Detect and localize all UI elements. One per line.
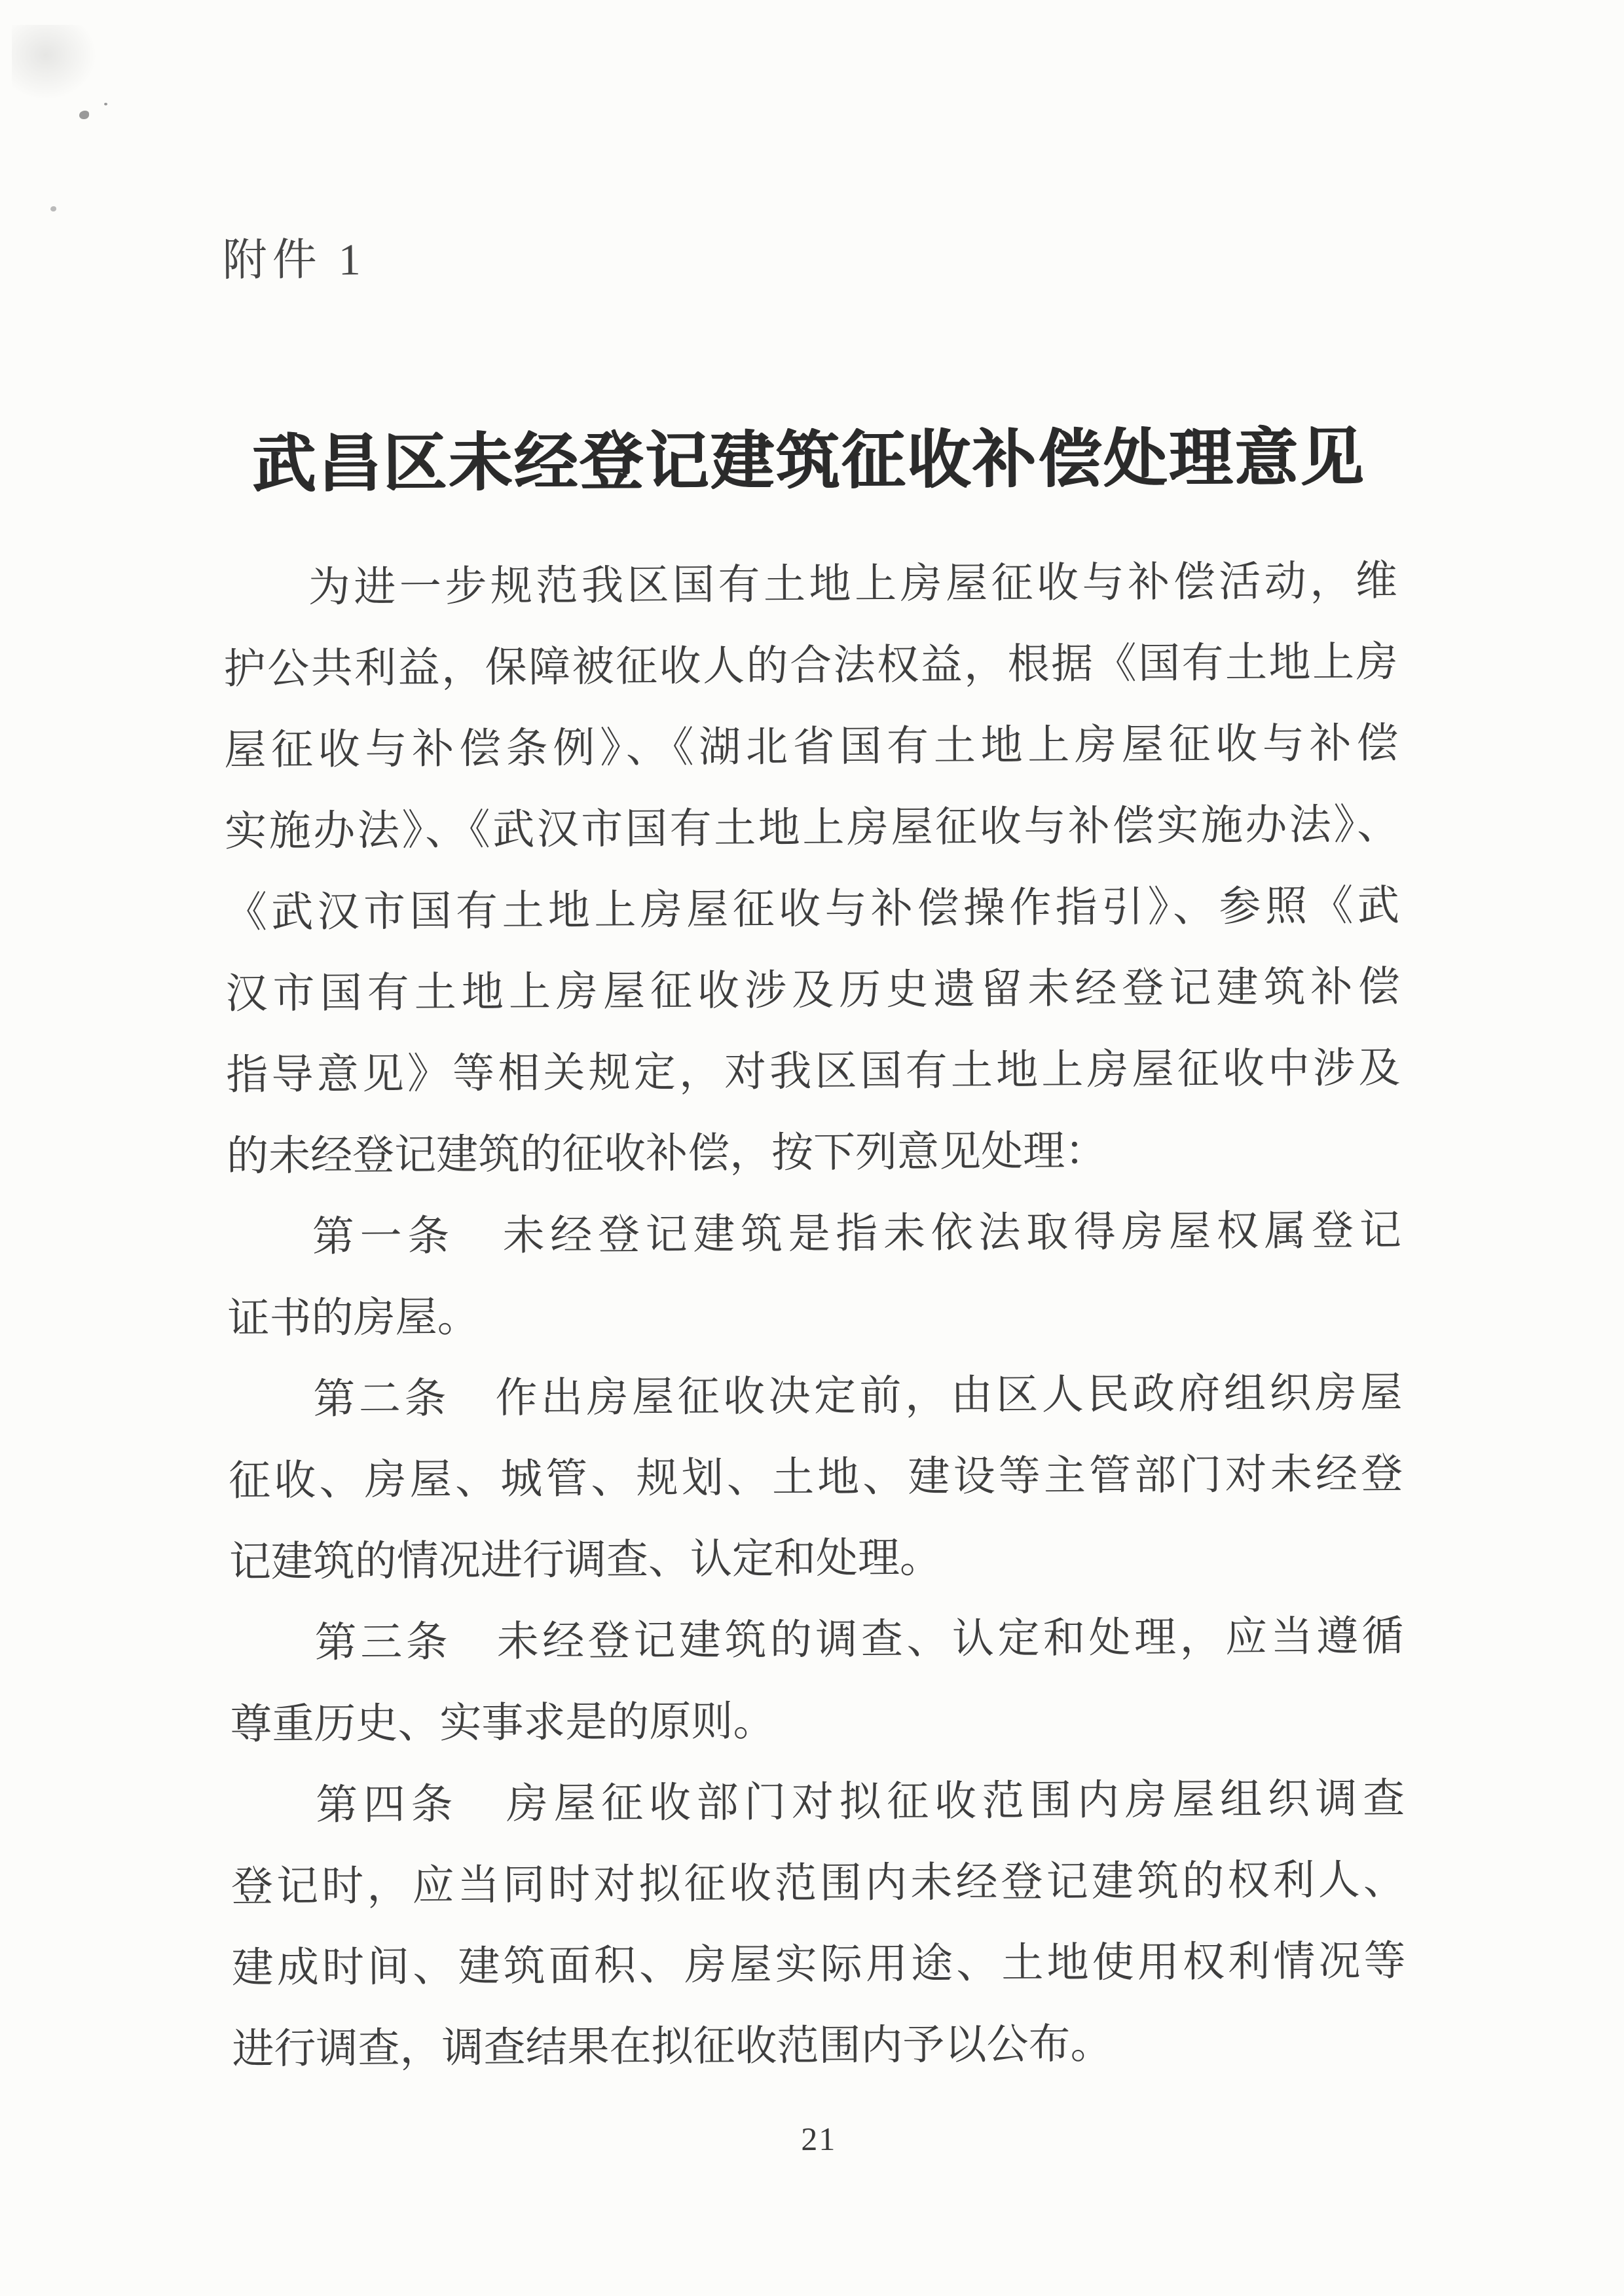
- body-line: 为进一步规范我区国有土地上房屋征收与补偿活动，维: [308, 557, 1398, 611]
- body-line: 进行调查，调查结果在拟征收范围内予以公布。: [232, 2020, 1113, 2073]
- body-line: 第二条 作出房屋征收决定前，由区人民政府组织房屋: [313, 1369, 1403, 1423]
- body-line: 建成时间、建筑面积、房屋实际用途、土地使用权利情况等: [231, 1937, 1406, 1992]
- page-number: 21: [801, 2120, 837, 2158]
- body-line: 护公共利益，保障被征收人的合法权益，根据《国有土地上房: [223, 638, 1398, 693]
- body-line: 第三条 未经登记建筑的调查、认定和处理，应当遵循: [314, 1613, 1404, 1666]
- body-line: 屋征收与补偿条例》、《湖北省国有土地上房屋征收与补偿: [224, 720, 1399, 774]
- document-body: [223, 541, 1406, 2090]
- body-line: 尊重历史、实事求是的原则。: [230, 1698, 775, 1748]
- body-line: 记建筑的情况进行调查、认定和处理。: [229, 1534, 942, 1586]
- body-line: 指导意见》等相关规定，对我区国有土地上房屋征收中涉及: [226, 1044, 1401, 1099]
- body-line: 第四条 房屋征收部门对拟征收范围内房屋组织调查: [315, 1775, 1405, 1829]
- document-title: 武昌区未经登记建筑征收补偿处理意见: [251, 422, 1365, 500]
- body-line: 的未经登记建筑的征收补偿，按下列意见处理：: [226, 1127, 1107, 1180]
- body-line: 第一条 未经登记建筑是指未依法取得房屋权属登记: [312, 1207, 1402, 1260]
- body-line: 登记时，应当同时对拟征收范围内未经登记建筑的权利人、: [231, 1856, 1406, 1910]
- body-line: 征收、房屋、城管、规划、土地、建设等主管部门对未经登: [228, 1450, 1403, 1504]
- body-line: 汉市国有土地上房屋征收涉及历史遗留未经登记建筑补偿: [225, 963, 1400, 1017]
- body-line: 《武汉市国有土地上房屋征收与补偿操作指引》、参照《武: [225, 882, 1400, 936]
- body-line: 证书的房屋。: [227, 1294, 479, 1342]
- attachment-label: 附件 1: [222, 234, 367, 285]
- body-line: 实施办法》、《武汉市国有土地上房屋征收与补偿实施办法》、: [224, 801, 1399, 855]
